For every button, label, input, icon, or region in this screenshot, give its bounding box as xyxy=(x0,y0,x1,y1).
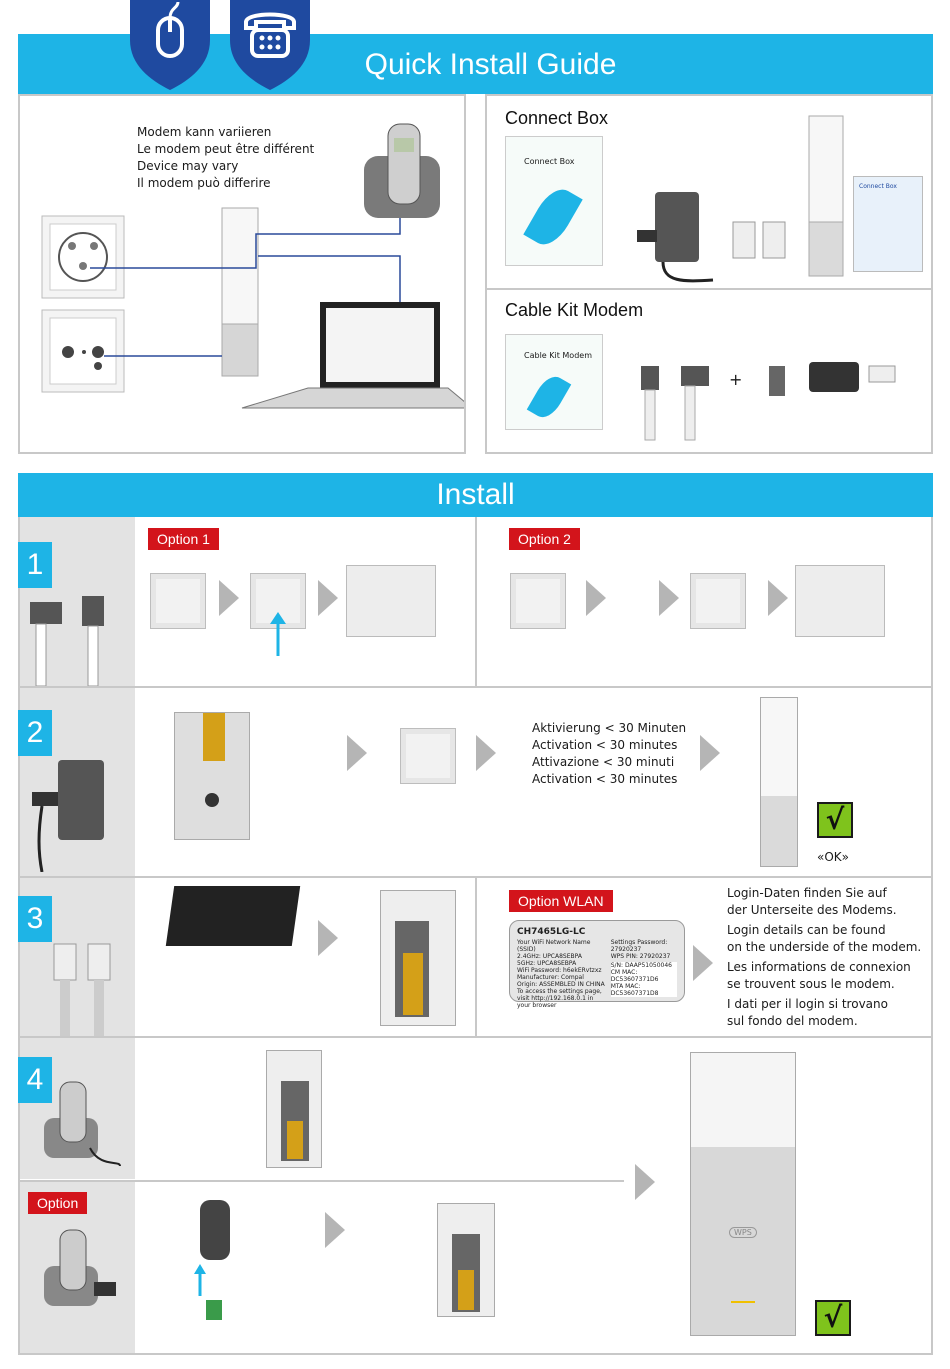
up-arrow-icon xyxy=(268,612,288,656)
option-2-tag: Option 2 xyxy=(509,528,580,550)
telephone-icon xyxy=(40,1078,126,1174)
telephone-icon xyxy=(228,0,312,90)
step-4-number: 4 xyxy=(18,1057,52,1103)
wps-badge: WPS xyxy=(729,1227,757,1238)
cable-kit-title: Cable Kit Modem xyxy=(505,300,644,320)
option-divider-1 xyxy=(475,517,477,686)
step-divider-3 xyxy=(20,1036,931,1038)
next-arrow xyxy=(693,945,713,981)
connect-box-package xyxy=(505,136,603,266)
option-1-tag: Option 1 xyxy=(148,528,219,550)
mouse-icon xyxy=(128,0,212,90)
next-arrow xyxy=(635,1164,655,1200)
modem-rear-ports xyxy=(380,890,456,1026)
page-title: Quick Install Guide xyxy=(364,48,617,81)
device-note: Modem kann variieren Le modem peut être différent Device may vary Il modem può differire xyxy=(137,125,315,190)
next-arrow xyxy=(219,580,239,616)
kit-panel xyxy=(485,94,933,454)
kit-divider xyxy=(487,288,931,290)
phone-wallplate xyxy=(400,728,456,784)
setup-illustration xyxy=(20,96,464,452)
step-1-number: 1 xyxy=(18,542,52,588)
telephone-icon xyxy=(40,1226,126,1330)
next-arrow xyxy=(768,580,788,616)
laptop-side xyxy=(166,886,300,946)
next-arrow xyxy=(318,920,338,956)
next-arrow xyxy=(476,735,496,771)
next-arrow xyxy=(700,735,720,771)
modem-back-view xyxy=(795,565,885,637)
step-1-cables xyxy=(24,590,110,686)
ethernet-cables-icon xyxy=(48,940,118,1036)
modem-large xyxy=(690,1052,796,1336)
activation-text: Aktivierung < 30 Minuten Activation < 30 minutes Attivazione < 30 minuti Activation < 30 minutes xyxy=(532,721,687,786)
manual-title: Connect Box xyxy=(859,183,897,190)
adapter-connection xyxy=(176,1192,266,1342)
manual-booklet xyxy=(853,176,923,272)
cable-kit-contents xyxy=(637,354,907,444)
step-3-number: 3 xyxy=(18,896,52,942)
cable-kit-package xyxy=(505,334,603,430)
cable-kit-package-label: Cable Kit Modem xyxy=(524,351,592,360)
option-wlan-tag: Option WLAN xyxy=(509,890,613,912)
modem-back-view xyxy=(346,565,436,637)
modem-rear-ports xyxy=(266,1050,322,1168)
install-banner xyxy=(18,473,933,517)
overview-panel xyxy=(18,94,466,454)
step-2-number: 2 xyxy=(18,710,52,756)
modem-rear-ports xyxy=(437,1203,495,1317)
step-divider-1 xyxy=(20,686,931,688)
login-info: Login-Daten finden Sie auf der Unterseite des Modems. Login details can be found on the underside of the modem. Les informations de connexion se trouvent sous le modem. I dati per il login si trovano sul fondo del modem. xyxy=(727,886,922,1028)
cable-kit-plus: + xyxy=(729,370,743,389)
ok-label: «OK» xyxy=(817,850,849,864)
option-tag: Option xyxy=(28,1192,87,1214)
ok-check-icon: √ xyxy=(815,1300,851,1336)
connect-box-title: Connect Box xyxy=(505,108,609,128)
next-arrow xyxy=(659,580,679,616)
coax-wallplate xyxy=(510,573,566,629)
ok-check-icon: √ xyxy=(817,802,853,838)
step-divider-4 xyxy=(20,1180,624,1182)
modem-front xyxy=(760,697,798,867)
next-arrow xyxy=(325,1212,345,1248)
option-divider-3 xyxy=(475,878,477,1036)
label-model: CH7465LG-LC xyxy=(517,927,586,937)
next-arrow xyxy=(586,580,606,616)
coax-wallplate xyxy=(690,573,746,629)
next-arrow xyxy=(318,580,338,616)
modem-rear-ports xyxy=(174,712,250,840)
next-arrow xyxy=(347,735,367,771)
coax-wallplate xyxy=(150,573,206,629)
install-title: Install xyxy=(436,478,515,511)
connect-box-package-label: Connect Box xyxy=(524,157,575,166)
power-adapter-icon xyxy=(28,752,112,872)
modem-label-card: CH7465LG-LC Your WiFi Network Name (SSID) 2.4GHz: UPCA8SEBPA 5GHz: UPCA8SEBPA WiFi Password: h6ekERvtzxz Manufacturer: Compal Origin: ASSEMBLED IN CHINA To access the settings page, visit http://192.168.0.1 in your browser Settings Password: 27920237 WPS PIN: 27920237 S/N: DAAP51050046 CM MAC: DC53607371D6 MTA MAC: DC53607371D8 xyxy=(509,920,685,1002)
